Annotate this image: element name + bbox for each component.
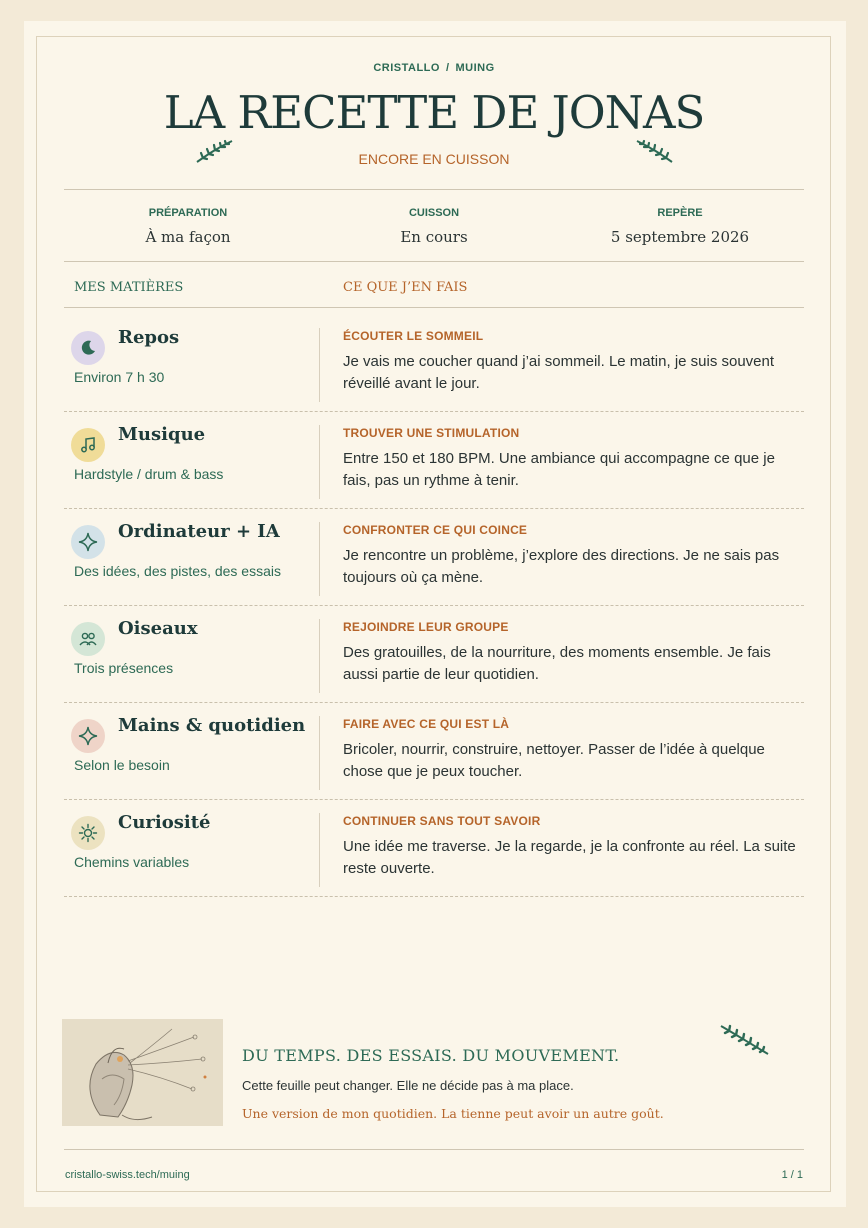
row-separator [319, 425, 320, 499]
brand-line [0, 62, 868, 74]
row-separator [319, 522, 320, 596]
column-header-right: CE QUE J’EN FAIS [343, 280, 468, 295]
meta-label-preparation: PRÉPARATION [148, 207, 228, 219]
ingredient-detail: Hardstyle / drum & bass [74, 466, 224, 482]
meta-label-cuisson: CUISSON [408, 207, 460, 219]
footer-page-number: 1 / 1 [781, 1169, 803, 1181]
action-text: Entre 150 et 180 BPM. Une ambiance qui accompagne ce que je fais, pas un rythme à tenir. [343, 450, 775, 489]
divider-columns [64, 307, 804, 308]
ingredient-detail: Trois présences [74, 660, 174, 676]
divider-footer [64, 1149, 804, 1150]
ingredient-name: Curiosité [118, 812, 211, 833]
meta-value-cuisson: En cours [400, 228, 468, 246]
closing-line-1: Cette feuille peut changer. Elle ne décide pas à ma place. [242, 1078, 574, 1093]
ingredient-row-oiseaux [64, 605, 804, 703]
ingredient-name: Oiseaux [118, 618, 198, 639]
leaf-right-icon [634, 139, 674, 165]
bird-illustration [62, 1019, 223, 1126]
ingredient-name: Ordinateur + IA [118, 521, 280, 542]
brand-right: MUING [455, 62, 495, 74]
leaf-left-icon [195, 139, 235, 165]
ingredient-detail: Environ 7 h 30 [74, 369, 165, 385]
action-text: Des gratouilles, de la nourriture, des moments ensemble. Je fais aussi partie de leur quotidien. [343, 644, 771, 683]
ingredient-detail: Des idées, des pistes, des essais [74, 563, 281, 579]
ingredient-detail: Selon le besoin [74, 757, 170, 773]
action-heading: TROUVER UNE STIMULATION [343, 426, 520, 440]
ingredient-row-repos [64, 314, 804, 412]
row-separator [319, 716, 320, 790]
action-heading: FAIRE AVEC CE QUI EST LÀ [343, 717, 510, 731]
divider-top [64, 189, 804, 190]
page-title: LA RECETTE DE JONAS [163, 86, 705, 139]
row-separator [319, 619, 320, 693]
action-heading: ÉCOUTER LE SOMMEIL [343, 329, 484, 343]
meta-value-repere: 5 septembre 2026 [610, 228, 750, 246]
action-text: Bricoler, nourrir, construire, nettoyer. Passer de l’idée à quelque chose que je peux toucher. [343, 741, 765, 780]
sparkle-icon [71, 719, 105, 753]
brand-separator: / [445, 62, 450, 74]
ingredient-name: Mains & quotidien [118, 715, 306, 736]
action-text: Je rencontre un problème, j’explore des directions. Je ne sais pas toujours où ça mène. [343, 547, 780, 586]
ingredient-detail: Chemins variables [74, 854, 190, 870]
action-heading: CONFRONTER CE QUI COINCE [343, 523, 528, 537]
action-heading: REJOINDRE LEUR GROUPE [343, 620, 509, 634]
action-text: Une idée me traverse. Je la regarde, je la confronte au réel. La suite reste ouverte. [343, 838, 796, 877]
music-note-icon [71, 428, 105, 462]
closing-line-2: Une version de mon quotidien. La tienne peut avoir un autre goût. [242, 1106, 664, 1121]
group-icon [71, 622, 105, 656]
meta-value-preparation: À ma façon [145, 228, 231, 246]
action-heading: CONTINUER SANS TOUT SAVOIR [343, 814, 541, 828]
row-separator [319, 813, 320, 887]
ingredient-row-curiosite [64, 799, 804, 897]
divider-meta [64, 261, 804, 262]
ingredient-name: Repos [118, 327, 180, 348]
moon-icon [71, 331, 105, 365]
brand-left: CRISTALLO [373, 62, 440, 74]
ingredient-row-ordinateur [64, 508, 804, 606]
footer-url[interactable]: cristallo-swiss.tech/muing [65, 1169, 190, 1181]
column-header-left: MES MATIÈRES [74, 280, 184, 295]
sun-icon [71, 816, 105, 850]
ingredient-name: Musique [118, 424, 206, 445]
action-text: Je vais me coucher quand j’ai sommeil. Le matin, je suis souvent réveillé avant le jour. [343, 353, 775, 392]
ingredient-row-mains [64, 702, 804, 800]
page-subtitle: ENCORE EN CUISSON [358, 151, 510, 167]
row-separator [319, 328, 320, 402]
leaf-feather-icon [719, 1022, 771, 1056]
closing-headline: DU TEMPS. DES ESSAIS. DU MOUVEMENT. [242, 1046, 620, 1065]
meta-label-repere: REPÈRE [657, 207, 703, 219]
ingredient-row-musique [64, 411, 804, 509]
sparkle-icon [71, 525, 105, 559]
